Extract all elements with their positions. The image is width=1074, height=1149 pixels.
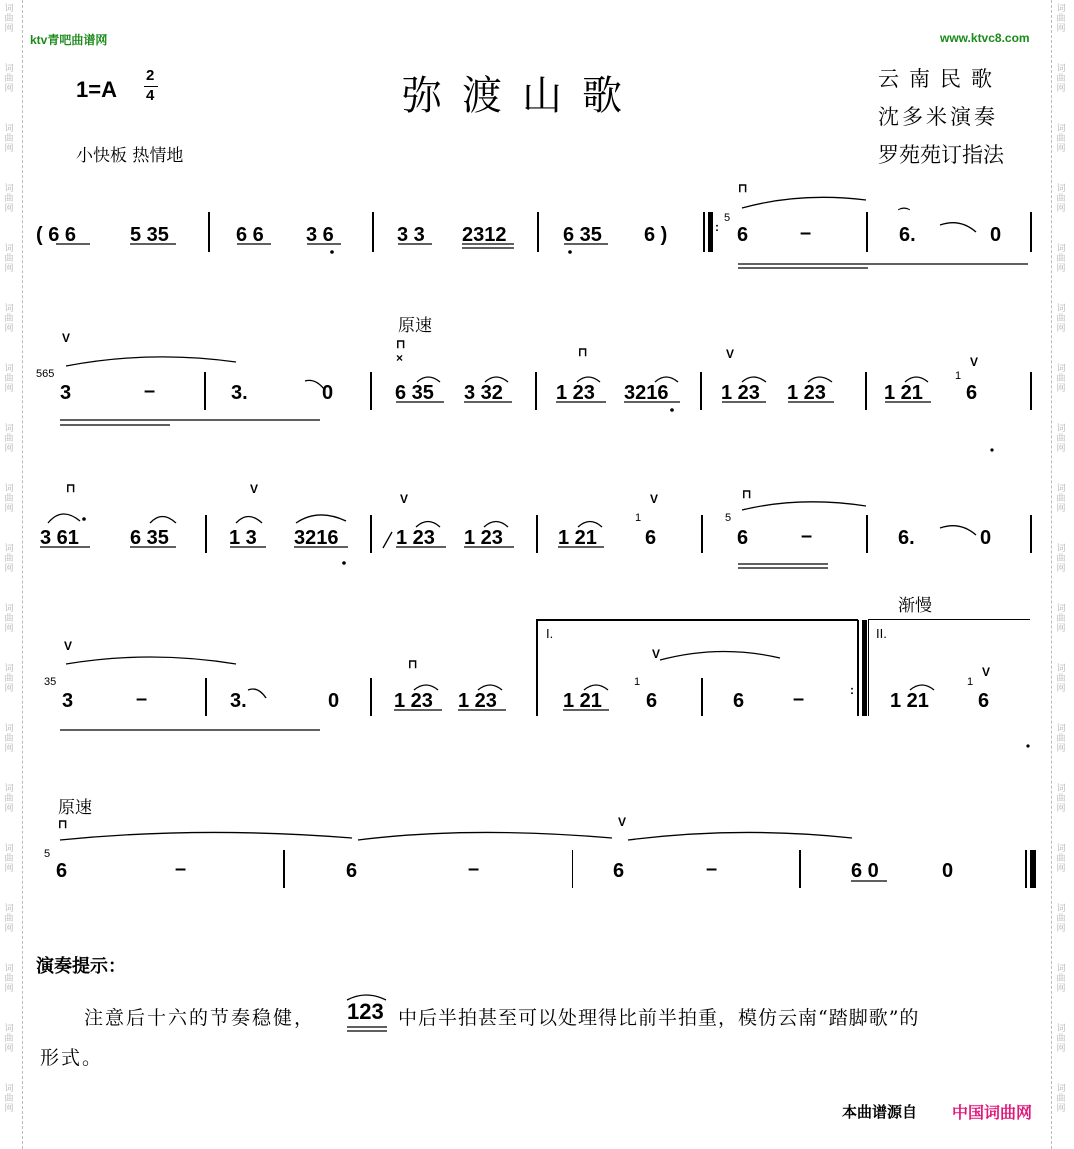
note-group: 3 32 (464, 382, 503, 404)
watermark-glyph: 词 曲 网 (4, 1084, 14, 1114)
note-group: ( 6 6 (36, 224, 77, 246)
grace-note: 565 (36, 368, 55, 380)
grace-note: 1 (955, 370, 962, 382)
hint-line2: 形式。 (40, 1047, 104, 1069)
svg-text:⊓: ⊓ (738, 181, 748, 195)
note-group: 1 23 (396, 527, 435, 549)
svg-text:⊓: ⊓ (742, 487, 752, 501)
site-name-left: ktv青吧曲谱网 (30, 33, 108, 47)
note-group: 1 21 (558, 527, 597, 549)
watermark-glyph: 词 曲 网 (1056, 304, 1066, 334)
svg-text:⊓: ⊓ (578, 345, 588, 359)
note-group: 6 35 (395, 382, 434, 404)
note-group: 3. (230, 690, 247, 712)
svg-text:×: × (396, 351, 404, 365)
note-group: 3 3 (397, 224, 425, 246)
watermark-glyph: 词 曲 网 (4, 544, 14, 574)
watermark-glyph: 词 曲 网 (1056, 904, 1066, 934)
note-group: 1 23 (556, 382, 595, 404)
watermark-glyph: 词 曲 网 (4, 124, 14, 154)
hint-line1-after: 中后半拍甚至可以处理得比前半拍重，模仿云南“踏脚歌”的 (398, 1007, 920, 1029)
watermark-glyph: 词 曲 网 (1056, 244, 1066, 274)
note-group: 3 6 (306, 224, 334, 246)
note-group: – (706, 858, 718, 880)
site-url-right: www.ktvc8.com (940, 31, 1030, 45)
svg-text:V: V (400, 492, 409, 506)
grace-note: 35 (44, 676, 57, 688)
credit-fingering: 罗苑苑订指法 (878, 143, 1004, 167)
note-group: 0 (990, 224, 1002, 246)
hint-line1-before: 注意后十六的节奏稳健， (84, 1007, 316, 1029)
svg-text:V: V (726, 347, 735, 361)
svg-text:⊓: ⊓ (396, 337, 406, 351)
watermark-glyph: 词 曲 网 (4, 784, 14, 814)
note-group: 1 23 (787, 382, 826, 404)
watermark-glyph: 词 曲 网 (1056, 544, 1066, 574)
watermark-glyph: 词 曲 网 (1056, 964, 1066, 994)
watermark-glyph: 词 曲 网 (4, 844, 14, 874)
watermark-glyph: 词 曲 网 (1056, 604, 1066, 634)
note-group: 6 35 (130, 527, 169, 549)
time-signature-top: 2 (146, 67, 155, 84)
note-group: 5 35 (130, 224, 169, 246)
note-group: 0 (328, 690, 340, 712)
grace-note: 1 (634, 676, 641, 688)
footer-source-site[interactable]: 中国词曲网 (952, 1103, 1033, 1122)
svg-text:V: V (650, 492, 659, 506)
watermark-glyph: 词 曲 网 (4, 4, 14, 34)
watermark-glyph: 词 曲 网 (4, 184, 14, 214)
hint-heading: 演奏提示： (36, 956, 126, 977)
watermark-glyph: 词 曲 网 (1056, 184, 1066, 214)
note-group: 1 23 (721, 382, 760, 404)
tempo-yuan-su-2: 原速 (58, 798, 92, 818)
volta-label-2: II. (876, 626, 887, 641)
note-group: 6 (646, 690, 658, 712)
note-group: 6 (645, 527, 657, 549)
note-group: 6 6 (236, 224, 264, 246)
song-title: 弥渡山歌 (402, 73, 642, 119)
watermark-glyph: 词 曲 网 (1056, 424, 1066, 454)
note-group: 3216 (294, 527, 339, 549)
note-group: 6 35 (563, 224, 602, 246)
tempo-jian-man: 渐慢 (898, 596, 932, 616)
note-group: 1 21 (890, 690, 929, 712)
time-signature-bottom: 4 (146, 87, 155, 104)
note-group: 6. (899, 224, 916, 246)
note-group: 6 (737, 527, 749, 549)
svg-text:⊓: ⊓ (58, 817, 68, 831)
watermark-glyph: 词 曲 网 (4, 724, 14, 754)
watermark-glyph: 词 曲 网 (4, 484, 14, 514)
credit-performer: 沈多米演奏 (878, 105, 998, 129)
note-group: 6 (56, 860, 68, 882)
svg-text:V: V (250, 482, 259, 496)
note-group: 1 3 (229, 527, 257, 549)
hint-line1-notes: 123 (347, 999, 384, 1024)
key-signature: 1=A (76, 77, 117, 102)
watermark-glyph: 词 曲 网 (4, 904, 14, 934)
grace-note: 1 (967, 676, 974, 688)
watermark-glyph: 词 曲 网 (4, 604, 14, 634)
watermark-glyph: 词 曲 网 (1056, 4, 1066, 34)
note-group: 1 23 (458, 690, 497, 712)
grace-note: 5 (44, 848, 51, 860)
note-group: 3216 (624, 382, 669, 404)
tempo-yuan-su-1: 原速 (398, 316, 432, 336)
svg-text:⊓: ⊓ (408, 657, 418, 671)
svg-text:V: V (62, 331, 71, 345)
svg-text:V: V (618, 815, 627, 829)
note-group: 6 (733, 690, 745, 712)
note-group: 6 ) (644, 224, 668, 246)
watermark-glyph: 词 曲 网 (1056, 784, 1066, 814)
watermark-glyph: 词 曲 网 (4, 64, 14, 94)
note-group: 6 (737, 224, 749, 246)
credit-origin: 云南民歌 (878, 67, 1002, 91)
note-group: – (175, 858, 187, 880)
note-group: 6 (966, 382, 978, 404)
note-group: 2312 (462, 224, 507, 246)
watermark-glyph: 词 曲 网 (1056, 484, 1066, 514)
watermark-glyph: 词 曲 网 (1056, 724, 1066, 754)
watermark-glyph: 词 曲 网 (4, 244, 14, 274)
note-group: 1 21 (563, 690, 602, 712)
note-group: – (800, 222, 812, 244)
svg-text:⊓: ⊓ (66, 481, 76, 495)
svg-text:V: V (64, 639, 73, 653)
note-group: – (144, 380, 156, 402)
watermark-glyph: 词 曲 网 (1056, 364, 1066, 394)
note-group: 1 23 (394, 690, 433, 712)
grace-note: 5 (725, 512, 732, 524)
repeat-dots: : (850, 683, 854, 697)
note-group: 6 (613, 860, 625, 882)
note-group: 3 (62, 690, 74, 712)
grace-note: 1 (635, 512, 642, 524)
watermark-glyph: 词 曲 网 (1056, 64, 1066, 94)
note-group: 1 21 (884, 382, 923, 404)
watermark-glyph: 词 曲 网 (4, 364, 14, 394)
note-group: – (801, 525, 813, 547)
note-group: 3 (60, 382, 72, 404)
note-group: 3. (231, 382, 248, 404)
watermark-glyph: 词 曲 网 (4, 1024, 14, 1054)
watermark-glyph: 词 曲 网 (4, 964, 14, 994)
watermark-glyph: 词 曲 网 (1056, 124, 1066, 154)
note-group: 6 (346, 860, 358, 882)
svg-text:V: V (970, 355, 979, 369)
footer-source-label: 本曲谱源自 (842, 1103, 918, 1121)
svg-text:V: V (982, 665, 991, 679)
svg-text:V: V (652, 647, 661, 661)
watermark-glyph: 词 曲 网 (4, 664, 14, 694)
note-group: 6 (978, 690, 990, 712)
note-group: 3 61 (40, 527, 79, 549)
note-group: 6 0 (851, 860, 879, 882)
watermark-glyph: 词 曲 网 (1056, 664, 1066, 694)
grace-note: 5 (724, 212, 731, 224)
watermark-glyph: 词 曲 网 (1056, 1024, 1066, 1054)
note-group: 1 23 (464, 527, 503, 549)
watermark-glyph: 词 曲 网 (4, 304, 14, 334)
note-group: – (136, 688, 148, 710)
watermark-glyph: 词 曲 网 (4, 424, 14, 454)
repeat-dots: : (715, 220, 719, 234)
tempo-marking: 小快板 热情地 (76, 146, 184, 166)
note-group: 0 (980, 527, 992, 549)
watermark-glyph: 词 曲 网 (1056, 1084, 1066, 1114)
note-group: 0 (942, 860, 954, 882)
note-group: 0 (322, 382, 334, 404)
note-group: – (468, 858, 480, 880)
watermark-glyph: 词 曲 网 (1056, 844, 1066, 874)
note-group: – (793, 688, 805, 710)
svg-text:⌒: ⌒ (898, 207, 911, 221)
note-group: 6. (898, 527, 915, 549)
volta-label-1: I. (546, 626, 554, 641)
